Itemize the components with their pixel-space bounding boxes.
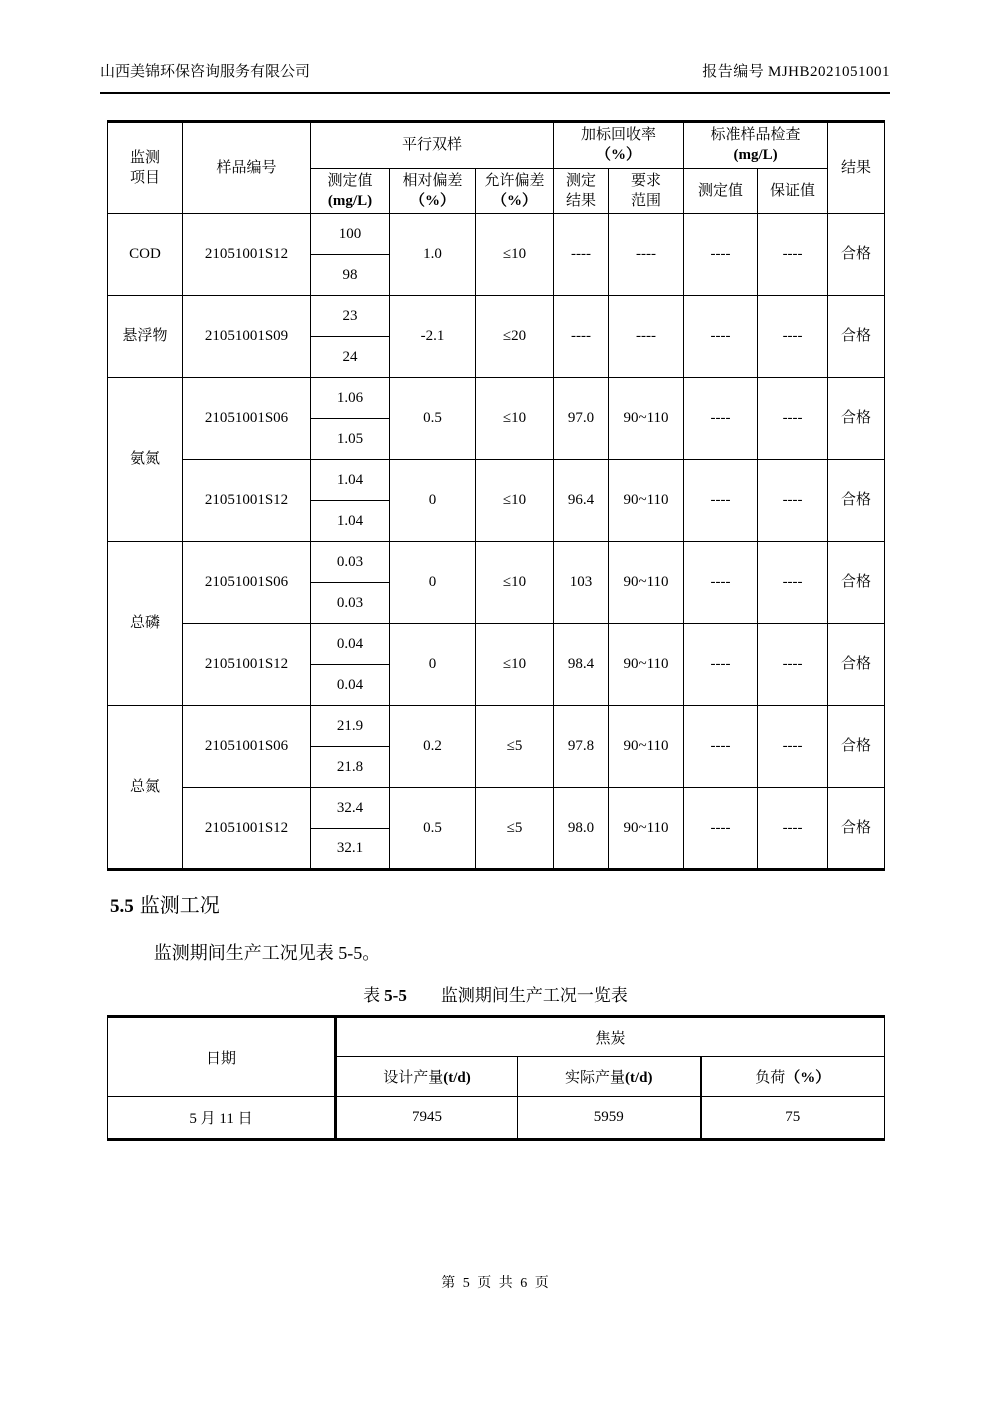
allowed-deviation-cell: ≤10 [476, 214, 554, 296]
relative-deviation-cell: 0.5 [390, 378, 476, 460]
table-row [108, 214, 885, 255]
result-cell: 合格 [828, 296, 885, 378]
col-header-spike-result-line1: 测定 [566, 172, 597, 189]
actual-output-cell: 5959 [518, 1097, 701, 1140]
col-header-design-unit: (t/d) [443, 1070, 471, 1086]
spike-result-cell: 103 [554, 542, 609, 624]
std-guaranteed-cell: ---- [758, 214, 828, 296]
body-paragraph: 监测期间生产工况见表 5-5。 [153, 943, 381, 963]
table-row [108, 296, 885, 337]
col-header-spike-range [609, 168, 684, 214]
col-header-date: 日期 [108, 1017, 336, 1097]
std-measured-cell: ---- [684, 788, 758, 870]
report-number [702, 60, 890, 81]
table-row [108, 378, 885, 419]
result-cell: 合格 [828, 460, 885, 542]
col-header-item-line2: 项目 [129, 170, 160, 186]
measured-value-cell: 1.05 [311, 419, 390, 460]
col-header-actual-label: 实际产量 [564, 1070, 625, 1086]
col-header-spike-result-line2: 结果 [566, 192, 597, 209]
measured-value-cell: 21.8 [311, 747, 390, 788]
result-cell: 合格 [828, 214, 885, 296]
spike-result-cell: 96.4 [554, 460, 609, 542]
result-cell: 合格 [828, 624, 885, 706]
col-header-spike-label: 加标回收率 [581, 127, 657, 143]
allowed-deviation-cell: ≤20 [476, 296, 554, 378]
relative-deviation-cell: 1.0 [390, 214, 476, 296]
allowed-deviation-cell: ≤10 [476, 624, 554, 706]
col-header-item [108, 122, 183, 214]
col-header-std-guaranteed: 保证值 [758, 168, 828, 214]
spike-range-cell: ---- [609, 214, 684, 296]
sample-id-cell: 21051001S12 [183, 788, 311, 870]
col-header-allowed-dev [476, 168, 554, 214]
measured-value-cell: 24 [311, 337, 390, 378]
col-header-load-unit: （%） [785, 1070, 831, 1086]
allowed-deviation-cell: ≤10 [476, 460, 554, 542]
sample-id-cell: 21051001S09 [183, 296, 311, 378]
measured-value-cell: 0.03 [311, 542, 390, 583]
sample-id-cell: 21051001S12 [183, 214, 311, 296]
date-cell: 5 月 11 日 [108, 1097, 336, 1140]
table-row [108, 706, 885, 747]
spike-range-cell: 90~110 [609, 542, 684, 624]
relative-deviation-cell: 0.5 [390, 788, 476, 870]
qc-results-table [107, 120, 885, 871]
col-header-measured [311, 168, 390, 214]
table-caption [107, 981, 884, 1006]
col-header-coke: 焦炭 [336, 1017, 885, 1057]
spike-result-cell: 98.0 [554, 788, 609, 870]
col-header-relative-dev-label: 相对偏差 [402, 172, 463, 189]
col-header-result: 结果 [828, 122, 885, 214]
col-header-spike [554, 122, 684, 169]
col-header-spike-result [554, 168, 609, 214]
sample-id-cell: 21051001S06 [183, 542, 311, 624]
col-header-spike-range-line2: 范围 [631, 192, 662, 209]
sample-id-cell: 21051001S12 [183, 624, 311, 706]
measured-value-cell: 98 [311, 255, 390, 296]
col-header-design-label: 设计产量 [383, 1070, 444, 1086]
std-measured-cell: ---- [684, 460, 758, 542]
col-header-design-output [336, 1057, 518, 1097]
col-header-parallel: 平行双样 [311, 122, 554, 169]
measured-value-cell: 1.04 [311, 460, 390, 501]
col-header-load [701, 1057, 885, 1097]
spike-range-cell: ---- [609, 296, 684, 378]
relative-deviation-cell: 0 [390, 624, 476, 706]
spike-result-cell: ---- [554, 214, 609, 296]
col-header-std-unit: (mg/L) [733, 147, 778, 164]
company-name: 山西美锦环保咨询服务有限公司 [100, 64, 311, 80]
col-header-allowed-dev-label: 允许偏差 [484, 172, 545, 189]
result-cell: 合格 [828, 706, 885, 788]
col-header-item-line1: 监测 [129, 149, 160, 166]
param-cell: 氨氮 [108, 378, 183, 542]
relative-deviation-cell: 0.2 [390, 706, 476, 788]
section-heading [110, 889, 220, 918]
caption-prefix: 表 [363, 986, 381, 1005]
col-header-measured-label: 测定值 [327, 172, 373, 189]
col-header-actual-unit: (t/d) [625, 1070, 653, 1086]
std-guaranteed-cell: ---- [758, 624, 828, 706]
std-measured-cell: ---- [684, 214, 758, 296]
table-row [108, 542, 885, 583]
caption-number: 5-5 [384, 986, 407, 1005]
relative-deviation-cell: -2.1 [390, 296, 476, 378]
std-measured-cell: ---- [684, 296, 758, 378]
spike-result-cell: 97.0 [554, 378, 609, 460]
spike-result-cell: 97.8 [554, 706, 609, 788]
section-number: 5.5 [110, 896, 134, 917]
std-guaranteed-cell: ---- [758, 460, 828, 542]
std-measured-cell: ---- [684, 542, 758, 624]
table-row [108, 460, 885, 501]
measured-value-cell: 100 [311, 214, 390, 255]
measured-value-cell: 0.03 [311, 583, 390, 624]
std-guaranteed-cell: ---- [758, 378, 828, 460]
col-header-spike-unit: （%） [596, 147, 642, 164]
sample-id-cell: 21051001S12 [183, 460, 311, 542]
allowed-deviation-cell: ≤5 [476, 706, 554, 788]
measured-value-cell: 0.04 [311, 624, 390, 665]
param-cell: 总氮 [108, 706, 183, 870]
relative-deviation-cell: 0 [390, 542, 476, 624]
page-footer: 第 5 页 共 6 页 [441, 1276, 551, 1291]
spike-range-cell: 90~110 [609, 624, 684, 706]
caption-title: 监测期间生产工况一览表 [440, 986, 628, 1005]
relative-deviation-cell: 0 [390, 460, 476, 542]
std-measured-cell: ---- [684, 378, 758, 460]
measured-value-cell: 32.1 [311, 829, 390, 870]
std-measured-cell: ---- [684, 624, 758, 706]
spike-range-cell: 90~110 [609, 460, 684, 542]
measured-value-cell: 32.4 [311, 788, 390, 829]
col-header-std-measured: 测定值 [684, 168, 758, 214]
sample-id-cell: 21051001S06 [183, 706, 311, 788]
table-row [108, 1097, 885, 1140]
design-output-cell: 7945 [336, 1097, 518, 1140]
spike-range-cell: 90~110 [609, 706, 684, 788]
spike-range-cell: 90~110 [609, 378, 684, 460]
col-header-allowed-dev-unit: （%） [492, 192, 538, 209]
report-number-label: 报告编号 [702, 64, 765, 80]
spike-result-cell: ---- [554, 296, 609, 378]
measured-value-cell: 1.06 [311, 378, 390, 419]
sample-id-cell: 21051001S06 [183, 378, 311, 460]
allowed-deviation-cell: ≤10 [476, 378, 554, 460]
col-header-measured-unit: (mg/L) [327, 192, 373, 209]
std-measured-cell: ---- [684, 706, 758, 788]
measured-value-cell: 23 [311, 296, 390, 337]
table-row [108, 788, 885, 829]
col-header-relative-dev [390, 168, 476, 214]
result-cell: 合格 [828, 378, 885, 460]
param-cell: 悬浮物 [108, 296, 183, 378]
load-cell: 75 [701, 1097, 885, 1140]
col-header-std-check [684, 122, 828, 169]
param-cell: COD [108, 214, 183, 296]
col-header-relative-dev-unit: （%） [409, 192, 455, 209]
col-header-std-label: 标准样品检查 [710, 127, 801, 143]
table-row [108, 624, 885, 665]
col-header-spike-range-line1: 要求 [631, 172, 662, 189]
col-header-sample-id: 样品编号 [183, 122, 311, 214]
col-header-load-label: 负荷 [755, 1070, 786, 1086]
production-table [107, 1015, 885, 1141]
param-cell: 总磷 [108, 542, 183, 706]
measured-value-cell: 0.04 [311, 665, 390, 706]
std-guaranteed-cell: ---- [758, 706, 828, 788]
page-header [100, 60, 890, 94]
std-guaranteed-cell: ---- [758, 542, 828, 624]
result-cell: 合格 [828, 542, 885, 624]
result-cell: 合格 [828, 788, 885, 870]
col-header-actual-output [518, 1057, 701, 1097]
spike-range-cell: 90~110 [609, 788, 684, 870]
measured-value-cell: 1.04 [311, 501, 390, 542]
report-number-value: MJHB2021051001 [767, 64, 890, 80]
measured-value-cell: 21.9 [311, 706, 390, 747]
std-guaranteed-cell: ---- [758, 296, 828, 378]
spike-result-cell: 98.4 [554, 624, 609, 706]
allowed-deviation-cell: ≤10 [476, 542, 554, 624]
section-title: 监测工况 [139, 895, 220, 917]
allowed-deviation-cell: ≤5 [476, 788, 554, 870]
std-guaranteed-cell: ---- [758, 788, 828, 870]
